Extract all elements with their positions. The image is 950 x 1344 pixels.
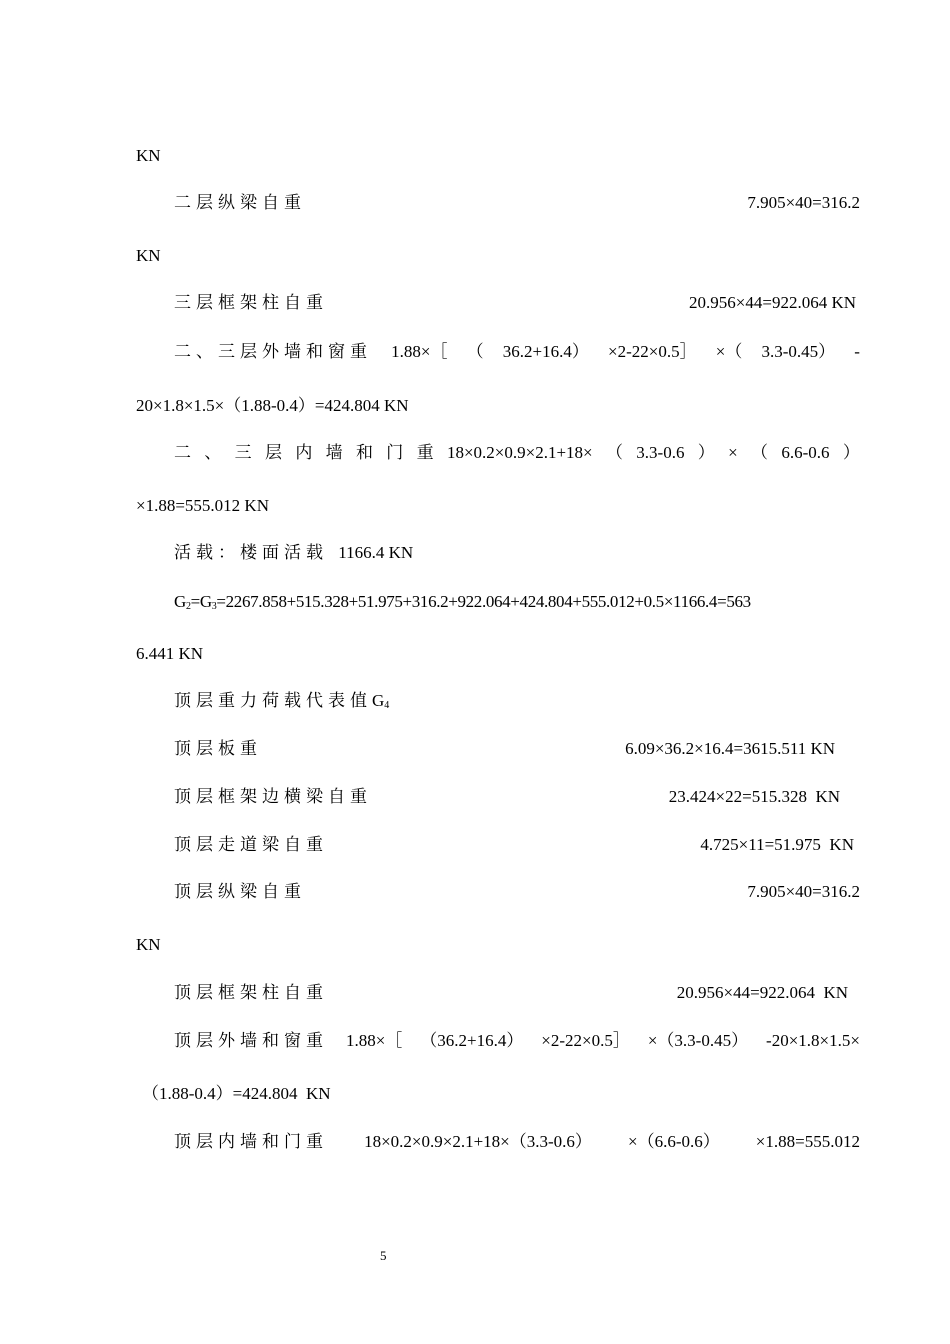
text-line-justified [174, 341, 860, 363]
subscript: 4 [384, 700, 390, 711]
line-part: ×（ [715, 342, 743, 361]
line-part: 墙 [325, 443, 343, 462]
line-part: 层 [264, 443, 282, 462]
symbol-g: G [174, 592, 186, 611]
line-part: ×2-22×0.5］ [608, 342, 697, 361]
item-value: 1166.4 KN [338, 543, 414, 562]
item-label: 顶层板重 [174, 739, 262, 758]
line-part: 内 [295, 443, 313, 462]
line-part: 36.2+16.4） [502, 342, 589, 361]
section-heading [174, 690, 389, 717]
line-part: 顶层内墙和门重 [174, 1132, 328, 1151]
line-part: （36.2+16.4） [420, 1031, 524, 1050]
item-label: 顶层框架边横梁自重 [174, 787, 372, 806]
line-part: 18×0.2×0.9×2.1+18× [446, 443, 593, 462]
line-part: ×1.88=555.012 [755, 1132, 860, 1151]
item-value: 4.725×11=51.975 KN [700, 835, 854, 854]
line-part: ） [697, 443, 715, 462]
line-part: ×（6.6-0.6） [627, 1132, 720, 1151]
text-line: KN [136, 246, 161, 265]
line-part: 和 [355, 443, 373, 462]
text-line-justified [174, 1030, 860, 1052]
line-part: - [854, 342, 860, 361]
line-part: ×2-22×0.5］ [541, 1031, 630, 1050]
line-part: -20×1.8×1.5× [766, 1031, 860, 1050]
line-part: 二 [174, 443, 191, 462]
item-label: 顶层走道梁自重 [174, 835, 328, 854]
symbol-g: G [372, 691, 385, 710]
line-part: 6.6-0.6 [781, 443, 830, 462]
item-value: 7.905×40=316.2 [747, 882, 860, 901]
text-line: 6.441 KN [136, 644, 204, 663]
line-part: （ [751, 443, 769, 462]
item-label: 顶层框架柱自重 [174, 983, 328, 1002]
line-part: 1.88×［ [391, 342, 448, 361]
text-line: KN [136, 935, 161, 954]
subscript: 2 [185, 601, 191, 612]
heading-label: 顶层重力荷载代表值 [174, 691, 372, 710]
line-part: 二、三层外墙和窗重 [174, 342, 372, 361]
text-line-justified [174, 1131, 860, 1153]
item-label: 顶层纵梁自重 [174, 882, 306, 901]
subscript: 3 [211, 601, 217, 612]
item-label: 活载：楼面活载 [174, 543, 328, 562]
text-line: KN [136, 146, 161, 165]
formula-text: =2267.858+515.328+51.975+316.2+922.064+424.804+555.012+0.5×1166.4=563 [216, 592, 751, 611]
item-label: 二层纵梁自重 [174, 193, 306, 212]
text-line-justified [174, 442, 860, 464]
symbol-g: =G [190, 592, 212, 611]
text-line: （1.88-0.4）=424.804 KN [142, 1084, 331, 1103]
line-part: 1.88×［ [345, 1031, 403, 1050]
line-part: 三 [234, 443, 252, 462]
text-line [174, 542, 413, 564]
line-part: 重 [416, 443, 434, 462]
text-line: ×1.88=555.012 KN [136, 496, 269, 515]
page-number: 5 [380, 1248, 387, 1263]
line-part: 3.3-0.6 [636, 443, 685, 462]
formula-line [174, 591, 751, 618]
line-part: 3.3-0.45） [761, 342, 836, 361]
item-value: 7.905×40=316.2 [747, 193, 860, 212]
line-part: ×（3.3-0.45） [647, 1031, 749, 1050]
item-label: 三层框架柱自重 [174, 293, 328, 312]
line-part: （ [605, 443, 623, 462]
line-part: （ [466, 342, 484, 361]
line-part: 顶层外墙和窗重 [174, 1031, 328, 1050]
item-value: 20.956×44=922.064 KN [676, 983, 848, 1002]
line-part: 门 [386, 443, 404, 462]
line-part: 18×0.2×0.9×2.1+18×（3.3-0.6） [364, 1132, 592, 1151]
line-part: 、 [204, 443, 222, 462]
item-value: 6.09×36.2×16.4=3615.511 KN [625, 739, 835, 758]
line-part: × [728, 443, 738, 462]
text-line: 20×1.8×1.5×（1.88-0.4）=424.804 KN [136, 396, 409, 415]
line-part: ） [842, 443, 860, 462]
item-value: 23.424×22=515.328 KN [668, 787, 840, 806]
item-value: 20.956×44=922.064 KN [689, 293, 856, 312]
